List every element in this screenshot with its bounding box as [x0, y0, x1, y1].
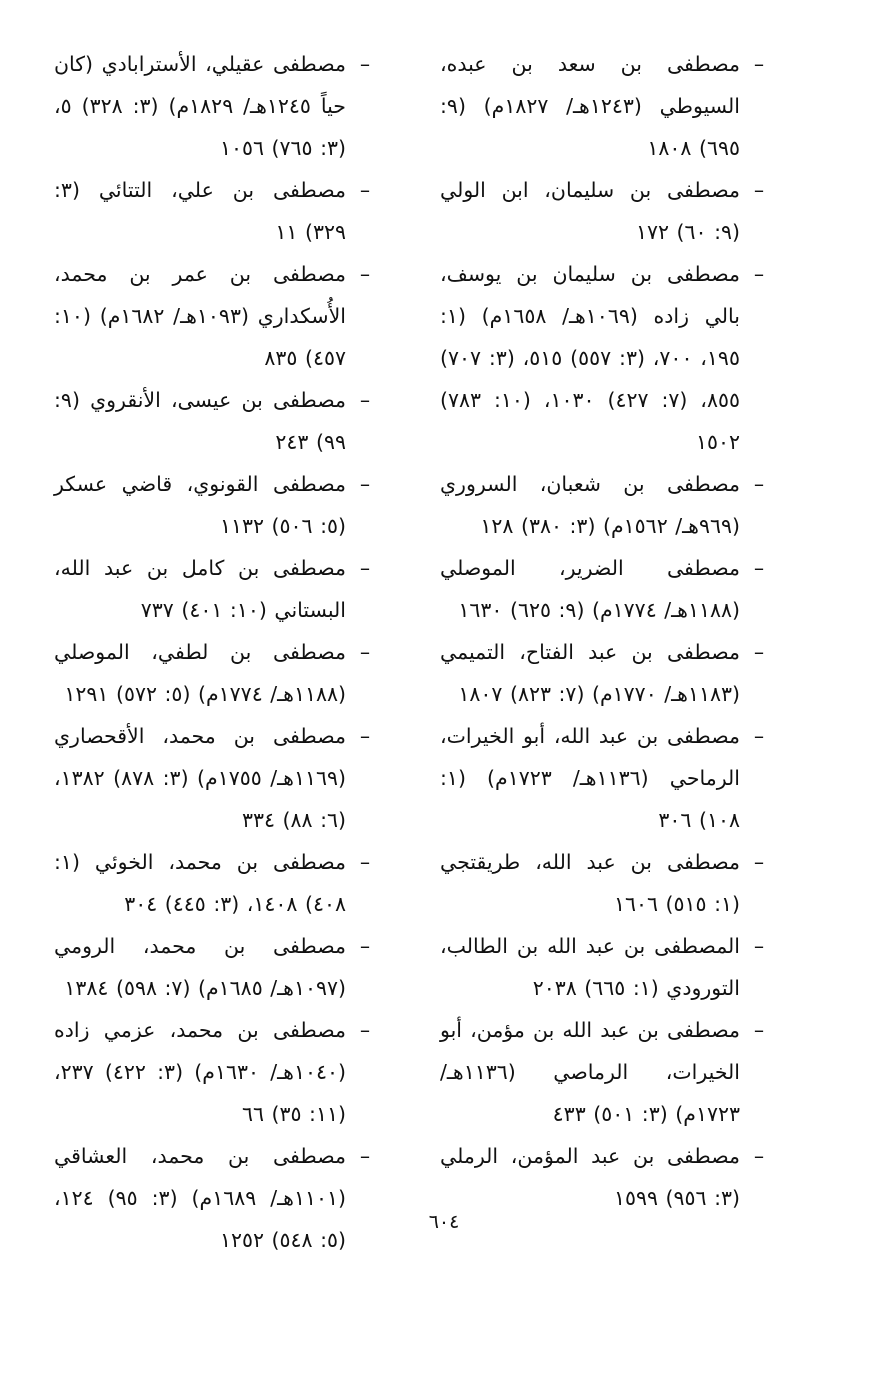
index-entry [54, 169, 376, 253]
entry-text: مصطفى بن عبد الفتاح، التميمي (١١٨٣هـ/ ١٧٧٠م) (٧: ٨٢٣) ١٨٠٧ [440, 640, 740, 706]
entry-text: مصطفى عقيلي، الأسترابادي (كان حياً ١٢٤٥هـ/ ١٨٢٩م) (٣: ٣٢٨) ٥، (٣: ٧٦٥) ١٠٥٦ [54, 52, 346, 160]
entry-dash: – [359, 640, 371, 664]
entry-text: مصطفى بن محمد، عزمي زاده (١٠٤٠هـ/ ١٦٣٠م) (٣: ٤٢٢) ٢٣٧، (١١: ٣٥) ٦٦ [54, 1018, 346, 1126]
index-entry [54, 379, 376, 463]
page-number: ٦٠٤ [428, 1211, 460, 1233]
left-column [54, 43, 376, 1261]
entry-dash: – [753, 262, 765, 286]
entry-text: مصطفى بن سليمان، ابن الولي (٩: ٦٠) ١٧٢ [440, 178, 740, 244]
entry-text: مصطفى الضرير، الموصلي (١١٨٨هـ/ ١٧٧٤م) (٩: ٦٢٥) ١٦٣٠ [440, 556, 740, 622]
entry-text: مصطفى بن كامل بن عبد الله، البستاني (١٠: ٤٠١) ٧٣٧ [54, 556, 346, 622]
index-entry [54, 1009, 376, 1135]
index-entry [54, 253, 376, 379]
entry-text: مصطفى بن سعد بن عبده، السيوطي (١٢٤٣هـ/ ١٨٢٧م) (٩: ٦٩٥) ١٨٠٨ [440, 52, 740, 160]
index-entry [440, 253, 770, 463]
entry-text: مصطفى بن محمد، الأقحصاري (١١٦٩هـ/ ١٧٥٥م) (٣: ٨٧٨) ١٣٨٢، (٦: ٨٨) ٣٣٤ [54, 724, 346, 832]
entry-dash: – [359, 556, 371, 580]
entry-text: مصطفى بن محمد، الرومي (١٠٩٧هـ/ ١٦٨٥م) (٧: ٥٩٨) ١٣٨٤ [54, 934, 346, 1000]
index-entry [440, 547, 770, 631]
index-entry [440, 43, 770, 169]
entry-text: مصطفى بن عبد الله، طريقتجي (١: ٥١٥) ١٦٠٦ [440, 850, 740, 916]
index-entry [54, 715, 376, 841]
entry-text: مصطفى بن عيسى، الأنقروي (٩: ٩٩) ٢٤٣ [54, 388, 346, 454]
entry-dash: – [359, 1144, 371, 1168]
index-entry [440, 169, 770, 253]
entry-dash: – [359, 52, 371, 76]
entry-text: مصطفى بن عبد الله بن مؤمن، أبو الخيرات، الرماصي (١١٣٦هـ/ ١٧٢٣م) (٣: ٥٠١) ٤٣٣ [440, 1018, 740, 1126]
entry-dash: – [753, 640, 765, 664]
entry-dash: – [753, 556, 765, 580]
index-entry [54, 631, 376, 715]
entry-dash: – [753, 1018, 765, 1042]
index-entry [54, 1135, 376, 1261]
entry-text: مصطفى بن علي، التتائي (٣: ٣٢٩) ١١ [54, 178, 346, 244]
entry-dash: – [753, 472, 765, 496]
index-entry [54, 463, 376, 547]
entry-dash: – [359, 724, 371, 748]
entry-text: مصطفى بن سليمان بن يوسف، بالي زاده (١٠٦٩هـ/ ١٦٥٨م) (١: ١٩٥، ٧٠٠، (٣: ٥٥٧) ٥١٥، (٣: ٧٠٧) ٨٥٥، (٧: ٤٢٧) ١٠٣٠، (١٠: ٧٨٣) ١٥٠٢ [440, 262, 740, 454]
index-entry [440, 1135, 770, 1219]
entry-dash: – [753, 724, 765, 748]
index-entry [54, 43, 376, 169]
entry-dash: – [753, 178, 765, 202]
entry-dash: – [753, 52, 765, 76]
entry-dash: – [359, 178, 371, 202]
entry-dash: – [359, 388, 371, 412]
index-entry [54, 547, 376, 631]
entry-dash: – [359, 934, 371, 958]
entry-dash: – [753, 934, 765, 958]
entry-text: مصطفى بن محمد، الخوئي (١: ٤٠٨) ١٤٠٨، (٣: ٤٤٥) ٣٠٤ [54, 850, 346, 916]
entry-text: مصطفى بن محمد، العشاقي (١١٠١هـ/ ١٦٨٩م) (٣: ٩٥) ١٢٤، (٥: ٥٤٨) ١٢٥٢ [54, 1144, 346, 1252]
index-entry [54, 925, 376, 1009]
entry-text: مصطفى بن لطفي، الموصلي (١١٨٨هـ/ ١٧٧٤م) (٥: ٥٧٢) ١٢٩١ [54, 640, 346, 706]
right-column [440, 43, 770, 1219]
entry-text: مصطفى بن عمر بن محمد، الأُسكداري (١٠٩٣هـ/ ١٦٨٢م) (١٠: ٤٥٧) ٨٣٥ [54, 262, 346, 370]
entry-dash: – [359, 1018, 371, 1042]
entry-dash: – [753, 1144, 765, 1168]
index-entry [54, 841, 376, 925]
entry-dash: – [359, 472, 371, 496]
index-entry [440, 715, 770, 841]
entry-text: المصطفى بن عبد الله بن الطالب، التورودي (١: ٦٦٥) ٢٠٣٨ [440, 934, 740, 1000]
entry-text: مصطفى بن شعبان، السروري (٩٦٩هـ/ ١٥٦٢م) (٣: ٣٨٠) ١٢٨ [440, 472, 740, 538]
entry-text: مصطفى بن عبد المؤمن، الرملي (٣: ٩٥٦) ١٥٩٩ [440, 1144, 740, 1210]
entry-dash: – [359, 850, 371, 874]
entry-text: مصطفى القونوي، قاضي عسكر (٥: ٥٠٦) ١١٣٢ [54, 472, 346, 538]
index-entry [440, 463, 770, 547]
index-entry [440, 631, 770, 715]
index-entry [440, 841, 770, 925]
entry-dash: – [753, 850, 765, 874]
index-entry [440, 1009, 770, 1135]
index-entry [440, 925, 770, 1009]
entry-dash: – [359, 262, 371, 286]
entry-text: مصطفى بن عبد الله، أبو الخيرات، الرماحي (١١٣٦هـ/ ١٧٢٣م) (١: ١٠٨) ٣٠٦ [440, 724, 740, 832]
